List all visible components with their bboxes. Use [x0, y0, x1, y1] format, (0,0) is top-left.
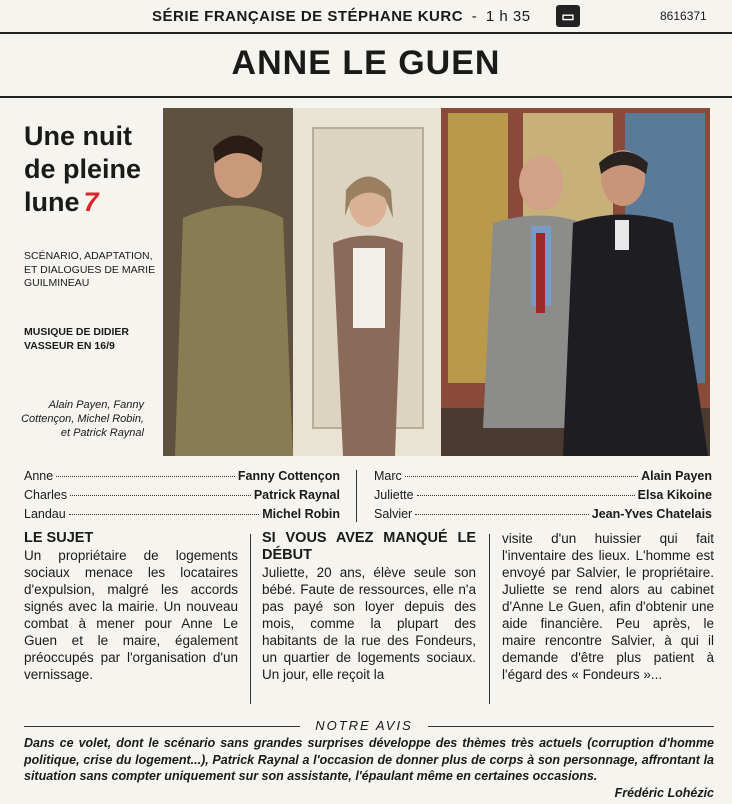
leader-dots: [417, 495, 635, 496]
channel-mark: 7: [83, 187, 99, 217]
tv-screen-icon: ▭: [556, 5, 580, 27]
cast-actor: Fanny Cottençon: [237, 469, 340, 483]
suite-text: visite d'un huissier qui fait l'inventaire des lieux. L'homme est envoyé par Salvier, le propriétaire. Juliette se rend alors au cabinet d'Anne Le Guen, afin d'obtenir une aide financière. Peu après, le maire rencontre Salvier, à qui il demande d'être plus patient à l'égard des « Fondeurs »...: [502, 531, 714, 682]
cast-row: [24, 486, 340, 505]
show-title: ANNE LE GUEN: [231, 44, 501, 82]
episode-title-text: Une nuit de pleine lune: [24, 121, 142, 217]
leader-dots: [70, 495, 251, 496]
cast-actor: Elsa Kikoine: [637, 488, 712, 502]
avis-rule-left: [24, 726, 300, 727]
sujet-column: [24, 530, 238, 683]
leader-dots: [405, 476, 638, 477]
cast-actor: Michel Robin: [262, 507, 340, 521]
leader-dots: [415, 514, 589, 515]
cast-list-left: [24, 467, 340, 524]
column-divider: [489, 534, 490, 704]
cast-list-right: [374, 467, 712, 524]
series-separator: -: [471, 8, 478, 25]
avis-rule-right: [428, 726, 714, 727]
episode-title: [24, 120, 164, 219]
cast-row: [374, 467, 712, 486]
leader-dots: [56, 476, 235, 477]
cast-role: Marc: [374, 469, 402, 483]
listing-code: 8616371: [660, 9, 707, 23]
debut-column: [262, 530, 476, 683]
cast-role: Juliette: [374, 488, 414, 502]
cast-role: Anne: [24, 469, 54, 483]
cast-divider: [356, 470, 357, 522]
cast-actor: Alain Payen: [641, 469, 712, 483]
avis-author: Frédéric Lohézic: [614, 786, 714, 800]
avis-text: Dans ce volet, dont le scénario sans grandes surprises développe des thèmes très actuels (corruption d'homme politique, crise du logement...), Patrick Raynal a l'occasion de donner plus de corps à son personnage, affrontant la situation sans compter uniquement sur son assistante, l'épaulant même en certaines occasions.: [24, 736, 714, 783]
cast-row: [24, 505, 340, 524]
writing-credits: SCÉNARIO, ADAPTATION, ET DIALOGUES DE MARIE GUILMINEAU: [24, 250, 156, 289]
column-divider: [250, 534, 251, 704]
cast-row: [24, 467, 340, 486]
photo-caption: Alain Payen, Fanny Cottençon, Michel Robin, et Patrick Raynal: [21, 399, 144, 439]
cast-role: Salvier: [374, 507, 413, 521]
header-bar: [0, 0, 732, 34]
title-divider: [0, 96, 732, 98]
cast-photo-illustration: [163, 108, 710, 456]
sujet-heading: LE SUJET: [24, 530, 94, 546]
series-line: [152, 8, 531, 25]
music-credits: MUSIQUE DE DIDIER VASSEUR EN 16/9: [24, 326, 130, 352]
cast-actor: Jean-Yves Chatelais: [591, 507, 712, 521]
series-label: SÉRIE FRANÇAISE DE STÉPHANE KURC: [152, 8, 464, 25]
leader-dots: [69, 514, 260, 515]
sujet-text: Un propriétaire de logements sociaux menace les locataires d'expulsion, malgré les accords signés avec la mairie. Un nouveau combat à mener pour Anne Le Guen et le maire, également préoccupés par l'organisation d'un vernissage.: [24, 548, 238, 682]
cast-row: [374, 486, 712, 505]
cast-role: Charles: [24, 488, 68, 502]
cast-role: Landau: [24, 507, 66, 521]
cast-row: [374, 505, 712, 524]
debut-heading: SI VOUS AVEZ MANQUÉ LE DÉBUT: [262, 530, 476, 563]
suite-column: [502, 530, 714, 683]
duration: 1 h 35: [485, 8, 531, 25]
avis-heading: NOTRE AVIS: [304, 718, 424, 733]
episode-photo: [163, 108, 710, 456]
cast-actor: Patrick Raynal: [253, 488, 340, 502]
debut-text: Juliette, 20 ans, élève seule son bébé. Faute de ressources, elle n'a pas payé son loyer depuis des mois, comme la plupart des habitants de la rue des Fondeurs, un quartier de logements sociaux. Un jour, elle reçoit la: [262, 565, 476, 682]
